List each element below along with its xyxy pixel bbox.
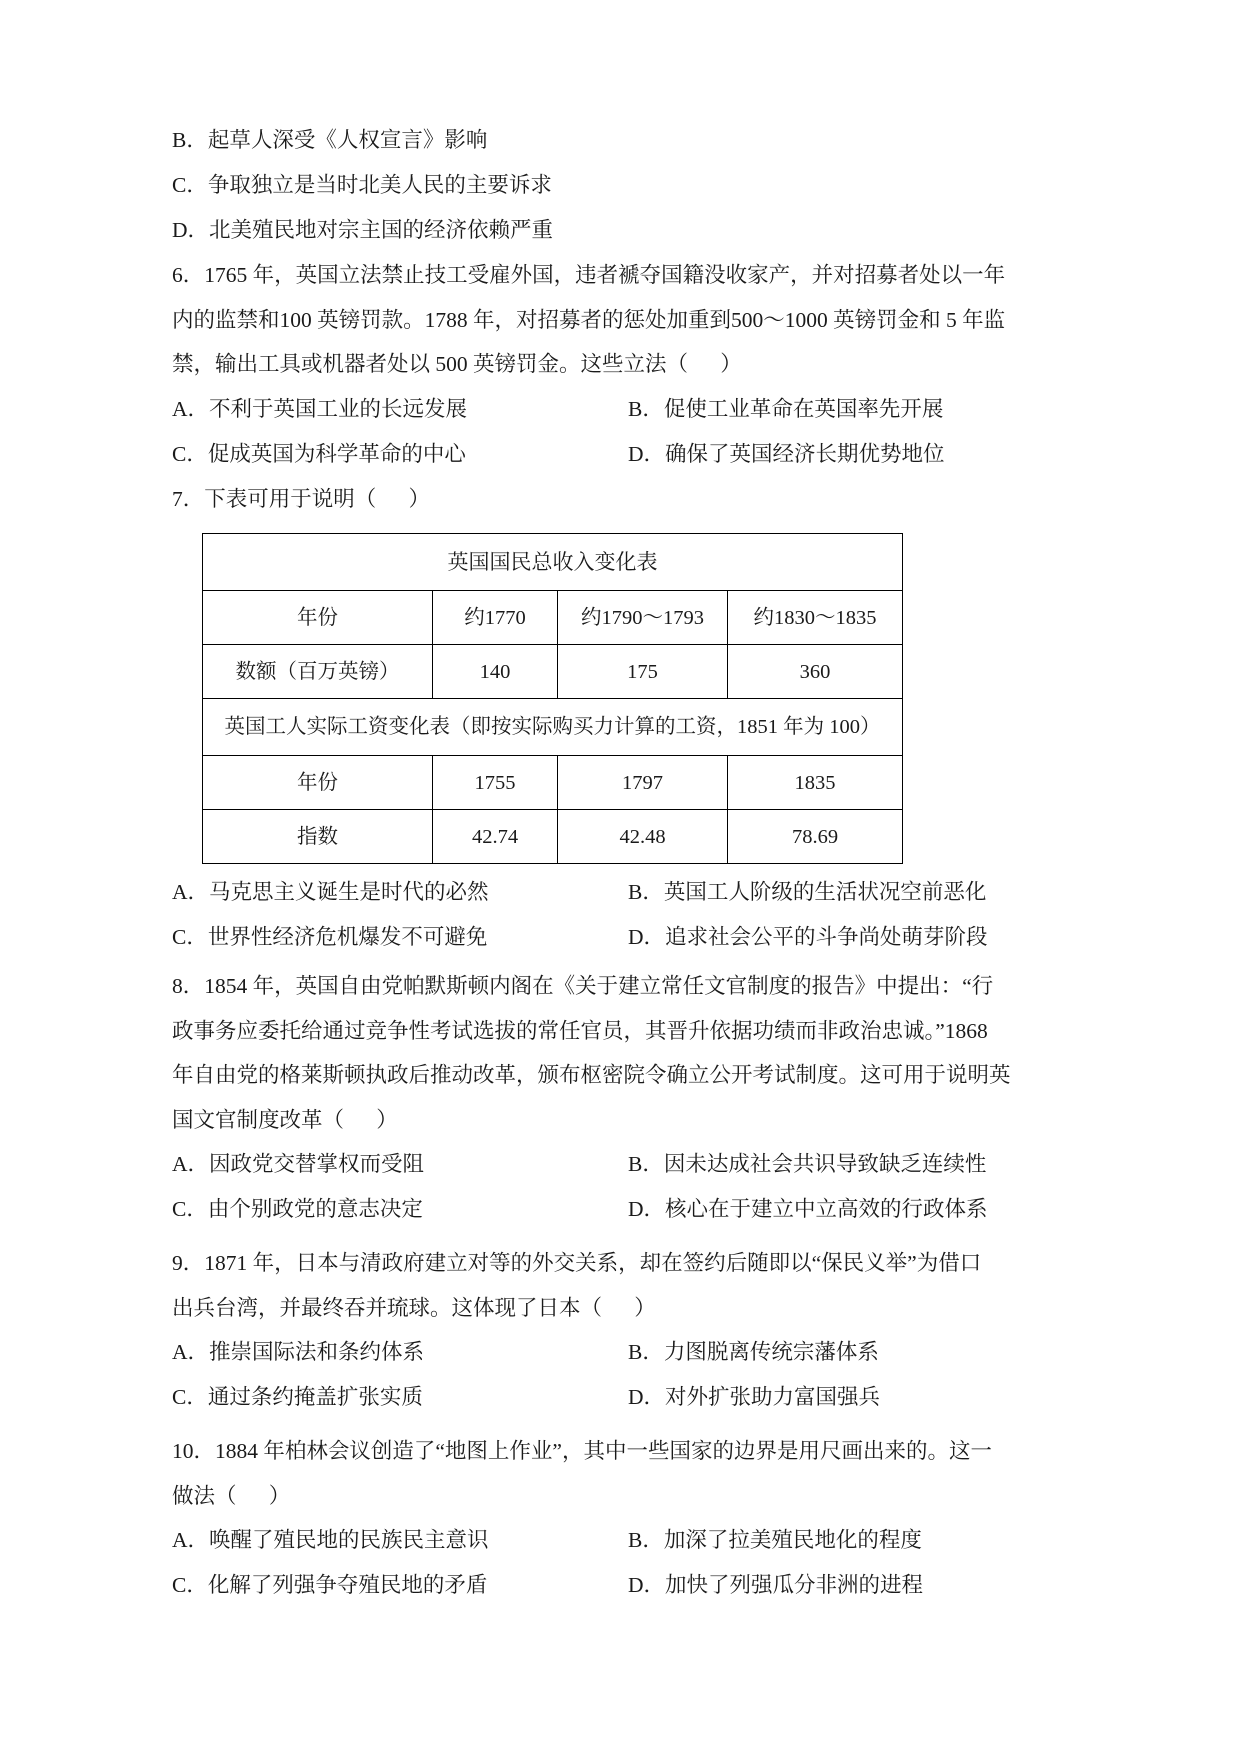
table-row-wage-values <box>203 810 903 864</box>
question-8-option-b <box>617 1142 1062 1187</box>
question-7 <box>172 477 1062 961</box>
option-text: 通过条约掩盖扩张实质 <box>207 1385 423 1409</box>
question-7-option-b <box>617 870 1062 915</box>
option-text: 化解了列强争夺殖民地的矛盾 <box>207 1573 488 1597</box>
option-text: 追求社会公平的斗争尚处萌芽阶段 <box>665 925 988 949</box>
question-9-stem-line-2: 出兵台湾，并最终吞并琉球。这体现了日本（ ） <box>172 1295 656 1320</box>
wage-value-c1: 42.74 <box>433 810 558 864</box>
question-7-stem-line-1: 7．下表可用于说明（ ） <box>172 486 431 511</box>
question-9-option-d <box>617 1375 1062 1420</box>
income-header-year: 年份 <box>203 591 433 645</box>
question-6-stem-line-2: 内的监禁和100 英镑罚款。1788 年，对招募者的惩处加重到500～1000 英镑罚金和 5 年监 <box>172 307 1006 332</box>
question-8 <box>172 964 1062 1232</box>
question-9-options-row-1 <box>172 1330 1062 1375</box>
option-text: 因未达成社会共识导致缺乏连续性 <box>663 1152 987 1176</box>
option-label: B． <box>628 880 664 904</box>
question-8-option-d <box>617 1187 1062 1232</box>
question-10-stem-line-2: 做法（ ） <box>172 1483 291 1508</box>
option-text: 确保了英国经济长期优势地位 <box>665 441 945 466</box>
question-9-option-a <box>172 1330 617 1375</box>
table-row-income-title <box>203 534 903 591</box>
question-10 <box>172 1429 1062 1608</box>
option-b-label: B． <box>172 128 208 152</box>
option-text: 不利于英国工业的长远发展 <box>209 396 468 421</box>
option-text: 英国工人阶级的生活状况空前恶化 <box>663 880 987 904</box>
option-label: C． <box>172 441 208 466</box>
question-6-stem-line-1: 6．1765 年，英国立法禁止技工受雇外国，违者褫夺国籍没收家产，并对招募者处以一年 <box>172 263 1006 287</box>
option-text: 因政党交替掌权而受阻 <box>209 1152 425 1176</box>
option-label: A． <box>172 396 210 421</box>
income-header-c2: 约1790～1793 <box>558 591 728 645</box>
page-content <box>172 118 1062 1608</box>
option-label: C． <box>172 1573 208 1597</box>
table-row-wage-title <box>203 699 903 756</box>
question-9 <box>172 1241 1062 1420</box>
option-text: 促使工业革命在英国率先开展 <box>663 396 944 421</box>
option-text: 由个别政党的意志决定 <box>207 1197 423 1221</box>
question-9-option-b <box>617 1330 1062 1375</box>
option-b-body: 起草人深受《人权宣言》影响 <box>207 128 488 152</box>
option-d-label: D． <box>172 218 210 242</box>
question-8-options-row-2 <box>172 1187 1062 1232</box>
option-label: D． <box>628 441 666 466</box>
option-label: A． <box>172 1152 210 1176</box>
option-d-body: 北美殖民地对宗主国的经济依赖严重 <box>209 218 554 242</box>
question-10-option-a <box>172 1518 617 1563</box>
option-c-label: C． <box>172 173 208 197</box>
income-value-c3: 360 <box>728 645 903 699</box>
option-text: 对外扩张助力富国强兵 <box>665 1385 881 1409</box>
question-10-stem-line-1: 10．1884 年柏林会议创造了“地图上作业”，其中一些国家的边界是用尺画出来的。这一 <box>172 1439 992 1463</box>
option-label: B． <box>628 1340 664 1364</box>
income-header-c1: 约1770 <box>433 591 558 645</box>
question-8-option-c <box>172 1187 617 1232</box>
option-label: C． <box>172 1385 208 1409</box>
question-6-option-a <box>172 387 617 432</box>
option-label: D． <box>628 1385 666 1409</box>
option-label: A． <box>172 1340 210 1364</box>
question-7-option-a <box>172 870 617 915</box>
statistics-table <box>202 533 903 864</box>
question-8-options-row-1 <box>172 1142 1062 1187</box>
option-label: B． <box>628 396 664 421</box>
question-7-options-row-2 <box>172 915 1062 960</box>
income-value-c2: 175 <box>558 645 728 699</box>
option-text: 促成英国为科学革命的中心 <box>207 441 466 466</box>
question-6-option-b <box>617 387 1062 432</box>
income-row-label: 数额（百万英镑） <box>203 645 433 699</box>
wage-row-label: 指数 <box>203 810 433 864</box>
question-10-options-row-1 <box>172 1518 1062 1563</box>
question-6-options-row-2 <box>172 432 1062 477</box>
carryover-option-d <box>172 208 1062 253</box>
option-text: 唤醒了殖民地的民族民主意识 <box>209 1528 489 1552</box>
wage-value-c3: 78.69 <box>728 810 903 864</box>
question-6-stem-line-3: 禁，输出工具或机器者处以 500 英镑罚金。这些立法（ ） <box>172 352 742 376</box>
option-label: D． <box>628 925 666 949</box>
question-10-options-row-2 <box>172 1563 1062 1608</box>
wage-header-c3: 1835 <box>728 756 903 810</box>
wage-header-c2: 1797 <box>558 756 728 810</box>
question-7-options-row-1 <box>172 870 1062 915</box>
option-label: B． <box>628 1528 664 1552</box>
question-8-stem-line-2: 政事务应委托给通过竞争性考试选拔的常任官员，其晋升依据功绩而非政治忠诚。”1868 <box>172 1018 988 1043</box>
option-label: B． <box>628 1152 664 1176</box>
income-value-c1: 140 <box>433 645 558 699</box>
option-text: 加深了拉美殖民地化的程度 <box>663 1528 922 1552</box>
option-text: 力图脱离传统宗藩体系 <box>663 1340 879 1364</box>
question-7-option-d <box>617 915 1062 960</box>
question-10-option-d <box>617 1563 1062 1608</box>
option-text: 马克思主义诞生是时代的必然 <box>209 880 489 904</box>
question-7-option-c <box>172 915 617 960</box>
question-6 <box>172 253 1062 477</box>
option-text: 核心在于建立中立高效的行政体系 <box>665 1197 988 1221</box>
question-9-stem-line-1: 9．1871 年，日本与清政府建立对等的外交关系，却在签约后随即以“保民义举”为借口 <box>172 1251 982 1275</box>
question-6-option-d <box>617 432 1062 477</box>
option-label: D． <box>628 1197 666 1221</box>
wage-header-c1: 1755 <box>433 756 558 810</box>
income-table-title: 英国国民总收入变化表 <box>203 534 903 591</box>
option-label: D． <box>628 1573 666 1597</box>
question-8-stem-line-3: 年自由党的格莱斯顿执政后推动改革，颁布枢密院令确立公开考试制度。这可用于说明英 <box>172 1063 1011 1087</box>
option-text: 加快了列强瓜分非洲的进程 <box>665 1573 924 1597</box>
question-8-option-a <box>172 1142 617 1187</box>
option-label: A． <box>172 880 210 904</box>
table-row-wage-header <box>203 756 903 810</box>
question-10-option-b <box>617 1518 1062 1563</box>
carryover-option-b <box>172 118 1062 163</box>
question-8-stem-line-4: 国文官制度改革（ ） <box>172 1107 398 1132</box>
statistics-table-wrapper <box>202 533 902 864</box>
question-6-option-c <box>172 432 617 477</box>
carryover-option-c <box>172 163 1062 208</box>
wage-value-c2: 42.48 <box>558 810 728 864</box>
option-label: C． <box>172 1197 208 1221</box>
wage-table-title: 英国工人实际工资变化表（即按实际购买力计算的工资，1851 年为 100） <box>203 699 903 756</box>
option-b-text <box>172 118 617 163</box>
question-9-options-row-2 <box>172 1375 1062 1420</box>
table-row-income-header <box>203 591 903 645</box>
question-6-options-row-1 <box>172 387 1062 432</box>
wage-header-year: 年份 <box>203 756 433 810</box>
option-text: 推崇国际法和条约体系 <box>209 1340 425 1364</box>
question-9-option-c <box>172 1375 617 1420</box>
question-8-stem-line-1: 8．1854 年，英国自由党帕默斯顿内阁在《关于建立常任文官制度的报告》中提出：“行 <box>172 974 994 998</box>
option-label: A． <box>172 1528 210 1552</box>
option-label: C． <box>172 925 208 949</box>
income-header-c3: 约1830～1835 <box>728 591 903 645</box>
option-c-body: 争取独立是当时北美人民的主要诉求 <box>207 173 552 197</box>
option-text: 世界性经济危机爆发不可避免 <box>207 925 488 949</box>
question-10-option-c <box>172 1563 617 1608</box>
table-row-income-values <box>203 645 903 699</box>
